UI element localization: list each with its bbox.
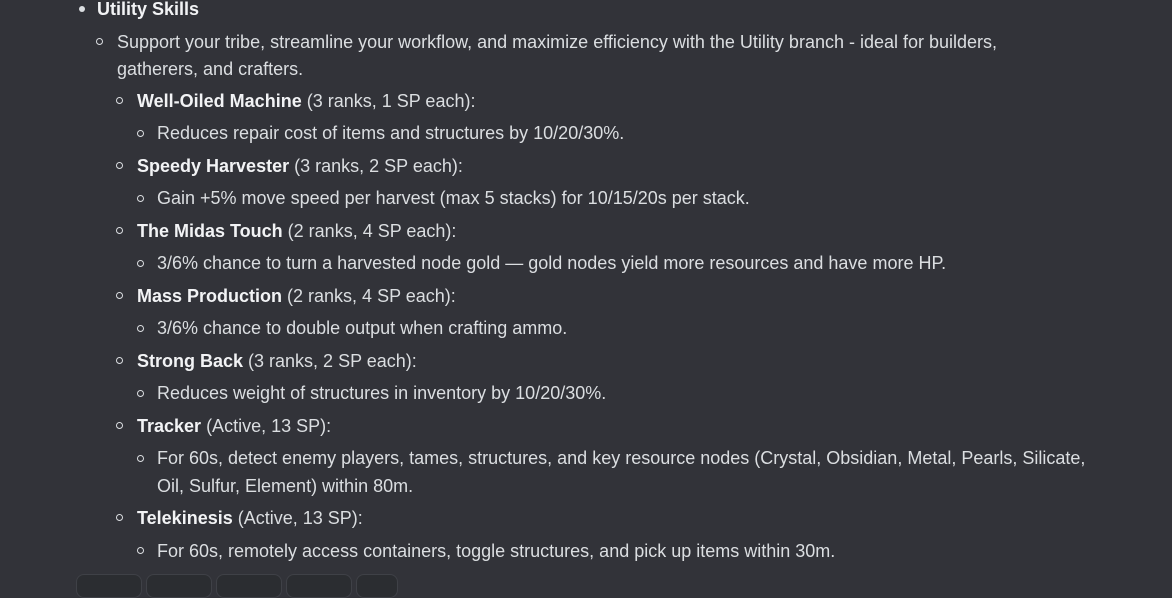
skill-description: Gain +5% move speed per harvest (max 5 stacks) for 10/15/20s per stack.: [157, 188, 750, 208]
bullet-circle: [137, 325, 144, 332]
bullet-circle: [116, 357, 123, 364]
reaction-pill[interactable]: [286, 574, 352, 598]
bullet-circle: [137, 390, 144, 397]
skill-description-cont: Oil, Sulfur, Element) within 80m.: [157, 476, 414, 496]
bullet-circle: [137, 195, 144, 202]
bullet-circle: [116, 292, 123, 299]
skill-description: For 60s, remotely access containers, toggle structures, and pick up items within 30m.: [157, 541, 836, 561]
skill-title: Well-Oiled Machine (3 ranks, 1 SP each):: [137, 91, 476, 111]
skill-title: Mass Production (2 ranks, 4 SP each):: [137, 286, 456, 306]
bullet-circle: [116, 514, 123, 521]
skill-description: 3/6% chance to double output when crafting ammo.: [157, 318, 568, 338]
bullet-circle: [137, 130, 144, 137]
skill-title: The Midas Touch (2 ranks, 4 SP each):: [137, 221, 457, 241]
bullet-circle: [116, 162, 123, 169]
intro-line-1: Support your tribe, streamline your workflow, and maximize efficiency with the Utility branch - ideal for builders,: [117, 32, 998, 52]
bullet-circle: [137, 455, 144, 462]
bullet-circle: [116, 422, 123, 429]
bullet-disc: [79, 6, 85, 12]
bullet-circle: [96, 38, 103, 45]
section-heading: Utility Skills: [97, 0, 200, 19]
skill-description: Reduces repair cost of items and structures by 10/20/30%.: [157, 123, 625, 143]
skill-title: Speedy Harvester (3 ranks, 2 SP each):: [137, 156, 463, 176]
add-reaction-button[interactable]: [356, 574, 398, 598]
reaction-pill[interactable]: [76, 574, 142, 598]
reaction-pill[interactable]: [216, 574, 282, 598]
reaction-pill[interactable]: [146, 574, 212, 598]
bullet-circle: [116, 227, 123, 234]
intro-line-2: gatherers, and crafters.: [117, 59, 304, 79]
skill-title: Tracker (Active, 13 SP):: [137, 416, 332, 436]
skill-description: 3/6% chance to turn a harvested node gold — gold nodes yield more resources and have more HP.: [157, 253, 947, 273]
bullet-circle: [137, 547, 144, 554]
skill-title: Telekinesis (Active, 13 SP):: [137, 508, 363, 528]
bullet-circle: [137, 260, 144, 267]
skill-title: Strong Back (3 ranks, 2 SP each):: [137, 351, 417, 371]
bullet-circle: [116, 97, 123, 104]
skill-description: Reduces weight of structures in inventory by 10/20/30%.: [157, 383, 607, 403]
skill-description: For 60s, detect enemy players, tames, structures, and key resource nodes (Crystal, Obsidian, Metal, Pearls, Silicate,: [157, 448, 1086, 468]
